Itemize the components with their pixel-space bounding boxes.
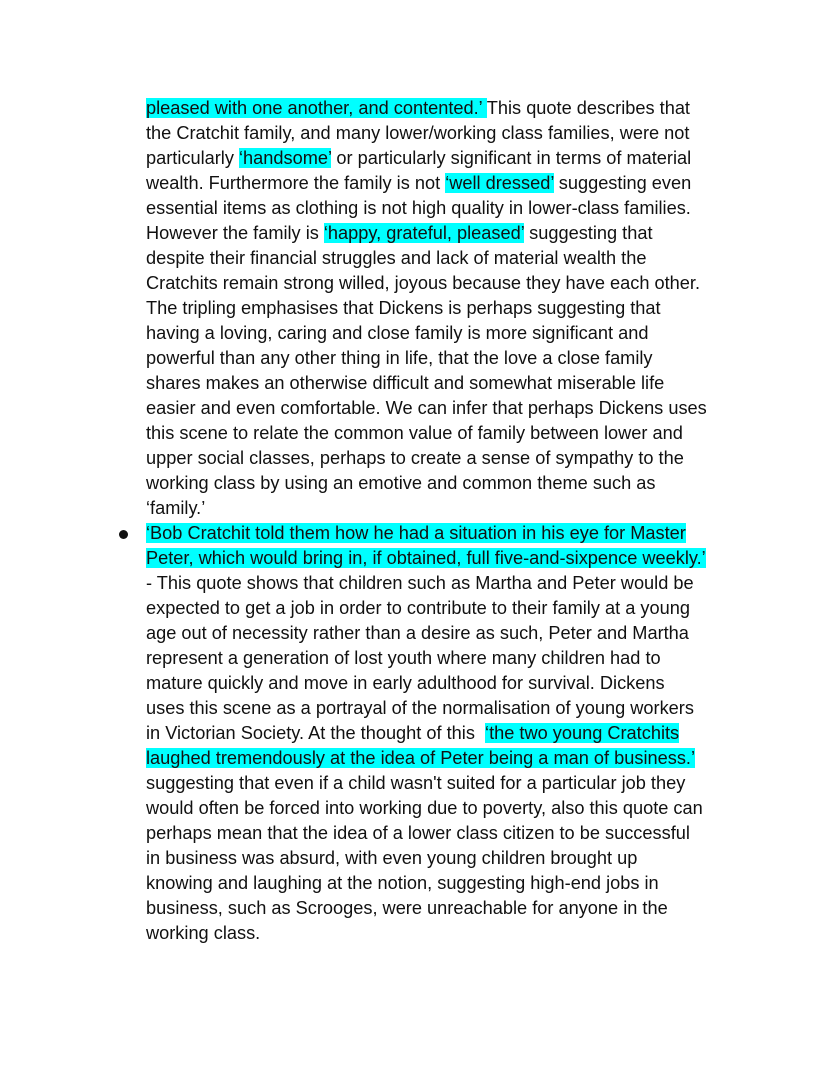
text-segment: despite their financial struggles and lack of material wealth the: [146, 248, 647, 268]
text-line: [146, 521, 686, 546]
text-line: [146, 246, 646, 271]
text-line: [146, 496, 205, 521]
text-segment: However the family is: [146, 223, 324, 243]
text-line: [146, 421, 683, 446]
text-line: [146, 596, 690, 621]
text-line: [146, 221, 653, 246]
text-segment: mature quickly and move in early adulthood for survival. Dickens: [146, 673, 665, 693]
bullet-point-icon: [119, 530, 128, 539]
text-segment: upper social classes, perhaps to create a sense of sympathy to the: [146, 448, 684, 468]
text-segment: powerful than any other thing in life, that the love a close family: [146, 348, 653, 368]
text-segment: suggesting that even if a child wasn't suited for a particular job they: [146, 773, 686, 793]
text-line: [146, 96, 690, 121]
text-line: [146, 771, 685, 796]
text-line: [146, 446, 684, 471]
text-segment: uses this scene as a portrayal of the normalisation of young workers: [146, 698, 694, 718]
text-line: [146, 371, 664, 396]
text-line: [146, 821, 690, 846]
text-segment: suggesting that: [524, 223, 653, 243]
text-segment: suggesting even: [553, 173, 692, 193]
highlighted-quote: ‘well dressed’: [445, 173, 554, 193]
highlighted-quote: laughed tremendously at the idea of Peter being a man of business.’: [146, 748, 696, 768]
text-segment: or particularly significant in terms of material: [331, 148, 692, 168]
text-line: [146, 896, 668, 921]
text-line: [146, 296, 661, 321]
highlighted-quote: ‘the two young Cratchits: [485, 723, 680, 743]
text-line: [146, 271, 700, 296]
text-segment: expected to get a job in order to contribute to their family at a young: [146, 598, 690, 618]
text-line: [146, 146, 691, 171]
text-line: [146, 321, 648, 346]
highlighted-quote: ‘Bob Cratchit told them how he had a situation in his eye for Master: [146, 523, 686, 543]
text-line: [146, 746, 695, 771]
text-segment: particularly: [146, 148, 239, 168]
text-line: [146, 846, 637, 871]
text-segment: easier and even comfortable. We can infer that perhaps Dickens uses: [146, 398, 707, 418]
text-segment: in Victorian Society. At the thought of this: [146, 723, 486, 743]
text-segment: would often be forced into working due to poverty, also this quote can: [146, 798, 703, 818]
text-segment: essential items as clothing is not high quality in lower-class families.: [146, 198, 691, 218]
text-line: [146, 871, 659, 896]
text-line: [146, 471, 656, 496]
text-line: [146, 171, 691, 196]
text-line: [146, 571, 694, 596]
text-line: [146, 621, 689, 646]
text-line: [146, 921, 260, 946]
text-segment: in business was absurd, with even young children brought up: [146, 848, 638, 868]
text-line: [146, 121, 689, 146]
text-segment: age out of necessity rather than a desire as such, Peter and Martha: [146, 623, 689, 643]
highlighted-quote: ‘handsome’: [239, 148, 332, 168]
text-line: [146, 796, 703, 821]
text-line: [146, 396, 707, 421]
text-segment: shares makes an otherwise difficult and somewhat miserable life: [146, 373, 665, 393]
text-segment: business, such as Scrooges, were unreachable for anyone in the: [146, 898, 668, 918]
text-segment: working class by using an emotive and common theme such as: [146, 473, 656, 493]
text-segment: - This quote shows that children such as Martha and Peter would be: [146, 573, 694, 593]
text-segment: wealth. Furthermore the family is not: [146, 173, 446, 193]
text-segment: the Cratchit family, and many lower/working class families, were not: [146, 123, 690, 143]
text-segment: This quote describes that: [486, 98, 690, 118]
text-line: [146, 196, 691, 221]
text-segment: knowing and laughing at the notion, suggesting high-end jobs in: [146, 873, 659, 893]
highlighted-quote: Peter, which would bring in, if obtained, full five-and-sixpence weekly.’: [146, 548, 706, 568]
text-segment: having a loving, caring and close family is more significant and: [146, 323, 649, 343]
text-segment: represent a generation of lost youth where many children had to: [146, 648, 661, 668]
text-segment: Cratchits remain strong willed, joyous because they have each other.: [146, 273, 701, 293]
text-line: [146, 646, 661, 671]
text-segment: The tripling emphasises that Dickens is perhaps suggesting that: [146, 298, 661, 318]
text-line: [146, 671, 665, 696]
text-line: [146, 721, 679, 746]
text-segment: perhaps mean that the idea of a lower class citizen to be successful: [146, 823, 690, 843]
highlighted-quote: ‘happy, grateful, pleased’: [323, 223, 525, 243]
text-segment: this scene to relate the common value of family between lower and: [146, 423, 683, 443]
text-segment: ‘family.’: [146, 498, 206, 518]
text-line: [146, 546, 706, 571]
text-segment: working class.: [146, 923, 261, 943]
highlighted-quote: pleased with one another, and contented.’: [146, 98, 487, 118]
text-line: [146, 346, 653, 371]
text-line: [146, 696, 694, 721]
